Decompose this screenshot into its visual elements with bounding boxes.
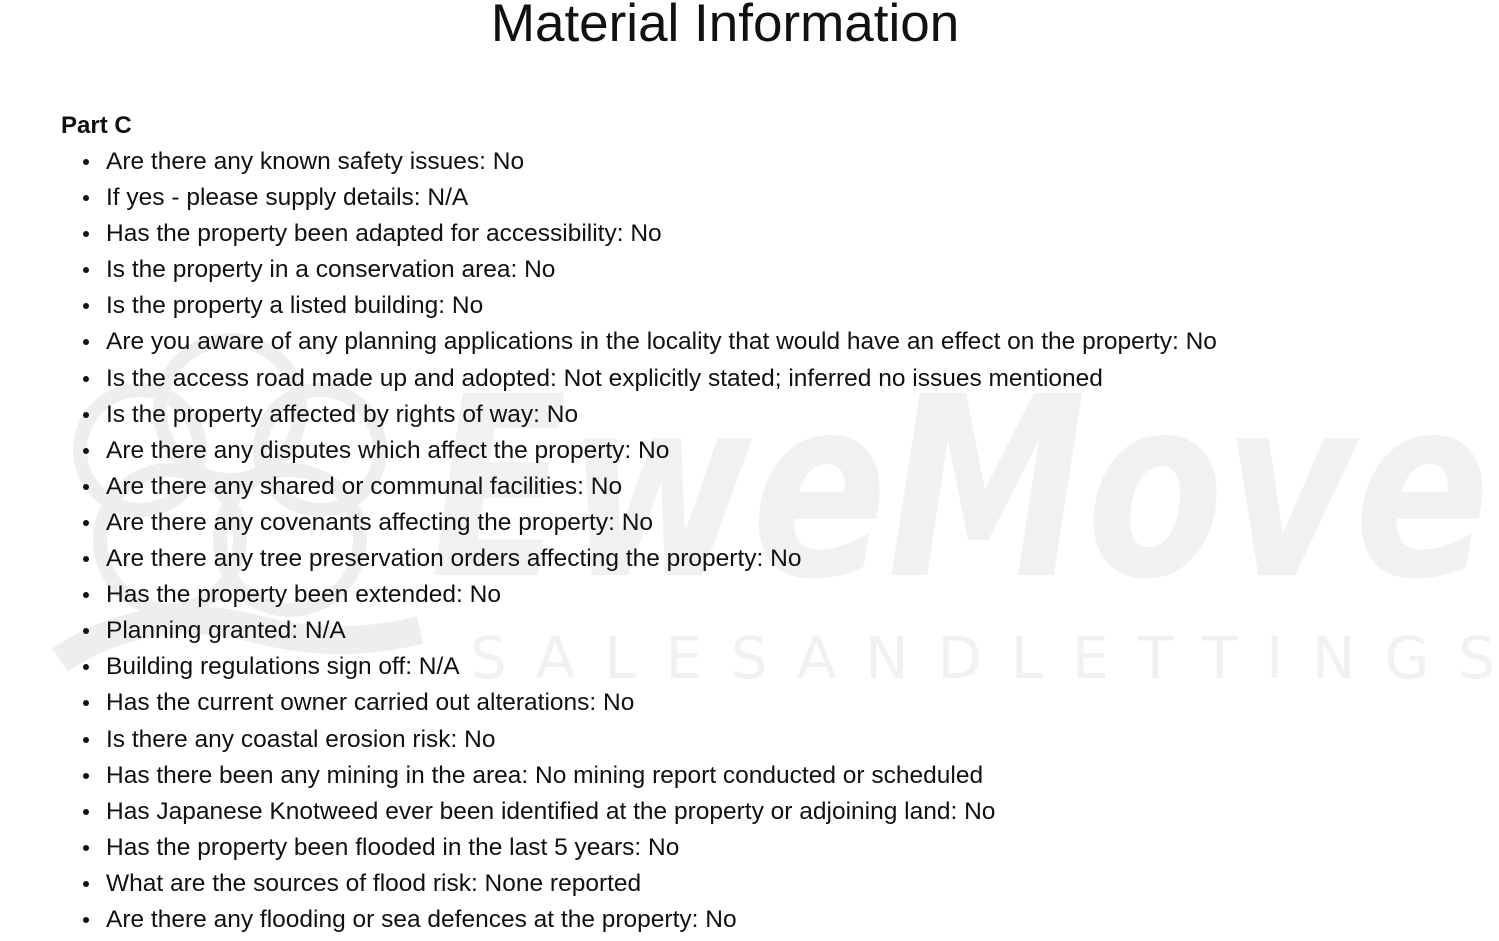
list-item: Has the current owner carried out alterations: No (106, 685, 1217, 721)
list-item: Has the property been extended: No (106, 577, 1217, 613)
list-item: What are the sources of flood risk: None reported (106, 866, 1217, 902)
watermark-tagline: S A L E S A N D L E T T I N G S (470, 624, 1495, 692)
list-item: Are you aware of any planning applications in the locality that would have an effect on the property: No (106, 324, 1217, 360)
list-item: Has Japanese Knotweed ever been identified at the property or adjoining land: No (106, 794, 1217, 830)
list-item: Are there any disputes which affect the property: No (106, 433, 1217, 469)
page-title: Material Information (490, 0, 960, 53)
list-item: Are there any flooding or sea defences at the property: No (106, 902, 1217, 938)
list-item: Building regulations sign off: N/A (106, 649, 1217, 685)
list-item: Is the property a listed building: No (106, 288, 1217, 324)
list-item: Are there any covenants affecting the property: No (106, 505, 1217, 541)
list-item: If yes - please supply details: N/A (106, 180, 1217, 216)
list-item: Has there been any mining in the area: No mining report conducted or scheduled (106, 758, 1217, 794)
list-item: Is the access road made up and adopted: Not explicitly stated; inferred no issues mentioned (106, 361, 1217, 397)
question-list (106, 144, 1217, 938)
list-item: Has the property been adapted for accessibility: No (106, 216, 1217, 252)
list-item: Is the property in a conservation area: No (106, 252, 1217, 288)
list-item: Planning granted: N/A (106, 613, 1217, 649)
list-item: Is the property affected by rights of way: No (106, 397, 1217, 433)
section-heading: Part C (61, 112, 132, 139)
list-item: Are there any tree preservation orders affecting the property: No (106, 541, 1217, 577)
list-item: Is there any coastal erosion risk: No (106, 722, 1217, 758)
watermark-brand: EweMove (430, 343, 1490, 634)
list-item: Are there any known safety issues: No (106, 144, 1217, 180)
list-item: Has the property been flooded in the last 5 years: No (106, 830, 1217, 866)
list-item: Are there any shared or communal facilities: No (106, 469, 1217, 505)
